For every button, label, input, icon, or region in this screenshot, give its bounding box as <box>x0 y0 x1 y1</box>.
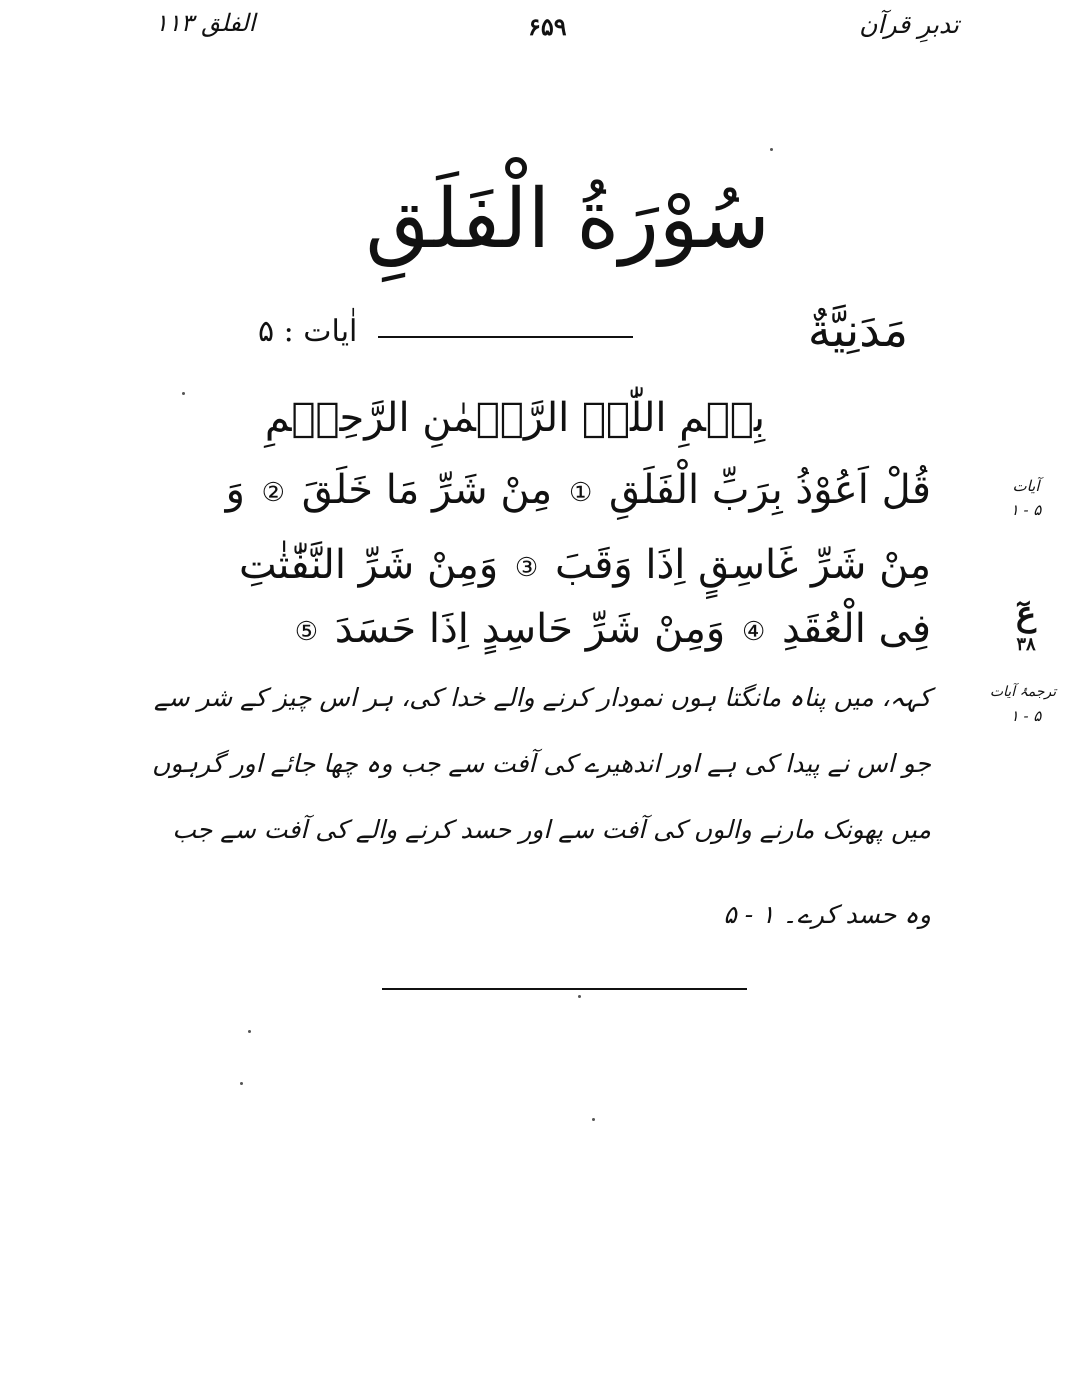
ayah-number-marker: ③ <box>514 553 539 583</box>
ayah-number-marker: ⑤ <box>294 617 318 647</box>
translation-line-3: میں پھونک مارنے والوں کی آفت سے اور حسد کرنے والے کی آفت سے جب <box>172 815 931 844</box>
margin-ayat-range: ۱ - ۵ <box>1010 501 1042 519</box>
margin-ruku-symbol: عٓ <box>1015 594 1037 634</box>
margin-ruku-number: ۳۸ <box>1016 634 1036 655</box>
scan-speck <box>248 1030 251 1033</box>
verse-text: قُلْ اَعُوْذُ بِرَبِّ الْفَلَقِ <box>608 467 931 513</box>
margin-ayat-label: آیات <box>1012 477 1040 495</box>
verse-text: وَمِنْ شَرِّ النَّفّٰثٰتِ <box>239 542 499 588</box>
closing-divider <box>382 988 747 990</box>
revelation-line <box>258 300 908 360</box>
revelation-divider <box>378 336 633 338</box>
surah-title: سُوْرَةُ الْفَلَقِ <box>365 172 770 267</box>
verse-text: فِی الْعُقَدِ <box>781 606 931 652</box>
verse-text: وَمِنْ شَرِّ حَاسِدٍ اِذَا حَسَدَ <box>334 606 726 652</box>
scan-speck <box>578 995 581 998</box>
header-surah-reference: الفلق ۱۱۳ <box>155 9 256 37</box>
ayah-number-marker: ① <box>568 478 593 508</box>
scan-speck <box>770 148 773 151</box>
ayat-count: اٰیات : ۵ <box>258 314 358 349</box>
translation-line-2: جو اس نے پیدا کی ہے اور اندھیرے کی آفت سے جب وہ چھا جائے اور گرہوں <box>152 749 931 778</box>
verse-line-1 <box>191 458 931 525</box>
margin-translation-label: ترجمۂ آیات <box>989 684 1057 700</box>
bismillah: بِسۡمِ اللّٰہِ الرَّحۡمٰنِ الرَّحِیۡمِ <box>264 395 765 441</box>
scan-speck <box>182 392 185 395</box>
verse-text: مِنْ شَرِّ غَاسِقٍ اِذَا وَقَبَ <box>554 542 931 588</box>
verse-text: مِنْ شَرِّ مَا خَلَقَ <box>301 467 553 513</box>
translation-line-1: کہہ، میں پناہ مانگتا ہوں نمودار کرنے والے خدا کی، ہر اس چیز کے شر سے <box>153 683 931 712</box>
ayah-number-marker: ② <box>261 478 285 508</box>
verse-line-2 <box>191 533 931 600</box>
margin-translation-range: ۱ - ۵ <box>1010 707 1042 725</box>
verse-line-3 <box>191 597 931 664</box>
verse-text: وَ <box>225 467 245 513</box>
scan-speck <box>592 1118 595 1121</box>
ayah-number-marker: ④ <box>741 617 766 647</box>
header-book-title: تدبرِ قرآن <box>859 10 959 39</box>
revelation-type: مَدَنِيَّةٌ <box>807 303 908 357</box>
translation-line-4: وہ حسد کرے۔ ۱ - ۵ <box>723 900 931 929</box>
header-page-number: ۶۵۹ <box>528 12 567 41</box>
scan-speck <box>240 1082 243 1085</box>
